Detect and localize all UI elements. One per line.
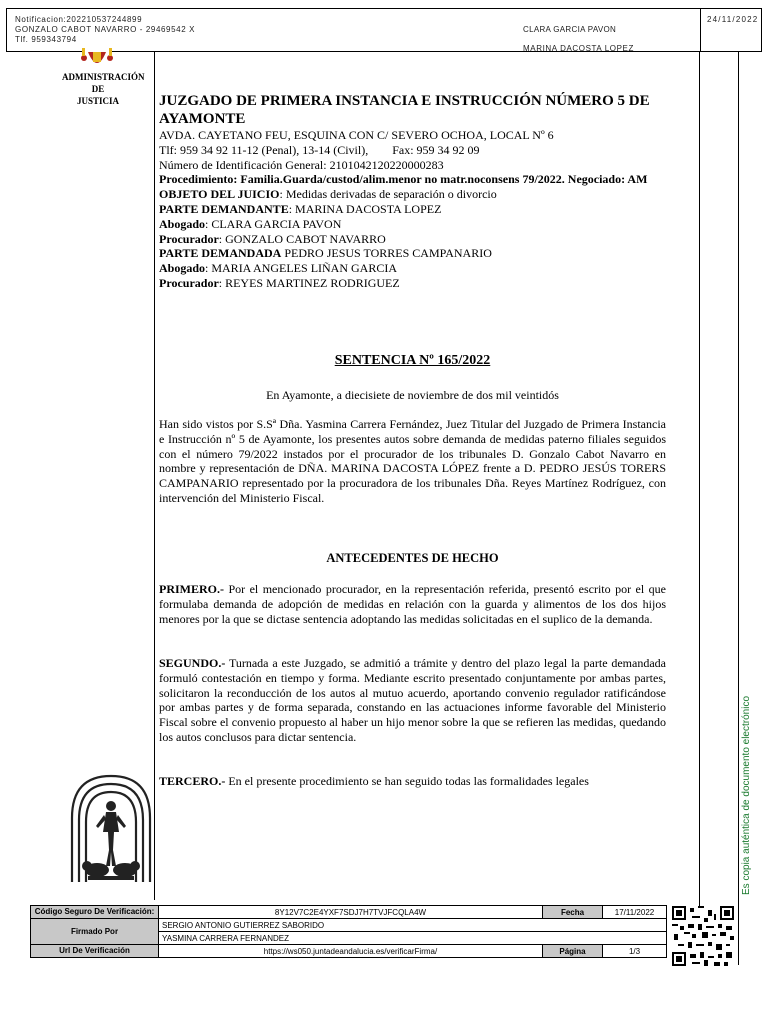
right-margin-line <box>699 52 700 965</box>
court-address: AVDA. CAYETANO FEU, ESQUINA CON C/ SEVERO OCHOA, LOCAL Nº 6 <box>159 128 554 142</box>
tercero-label: TERCERO.- <box>159 774 226 788</box>
demandada-label: PARTE DEMANDADA <box>159 246 282 261</box>
demandante-label: PARTE DEMANDANTE <box>159 201 289 216</box>
pagina-label: Página <box>543 945 603 958</box>
court-title: JUZGADO DE PRIMERA INSTANCIA E INSTRUCCIÓN NÚMERO 5 DE AYAMONTE <box>159 93 650 127</box>
copia-autentica-text: Es copia auténtica de documento electrónico <box>741 695 752 895</box>
segundo-text: Turnada a este Juzgado, se admitió a trámite y dentro del plazo legal la parte demandada formuló contestación en tiempo y forma. Mediante escrito presentado conjuntamente por ambas partes, solicitaron la reconducción de los autos al mutuo acuerdo, aportando convenio regulador ratificándose por ambas partes y de forma separada, constando en las actuaciones informe favorable del Ministerio Fiscal sobre el convenio propuesto al haber un hijo menor sobre la que se refieren las medidas, quedando los autos conclusos para dictar sentencia. <box>159 656 666 744</box>
abogado2-label: Abogado <box>159 261 206 276</box>
url-row <box>31 945 667 958</box>
junta-andalucia-seal-icon <box>66 770 156 888</box>
abogado-demandante <box>159 217 666 232</box>
emblem-line-3: JUSTICIA <box>76 96 119 106</box>
firmado-row-1 <box>31 919 667 932</box>
notification-lawyer: CLARA GARCIA PAVON <box>523 25 617 34</box>
place-date: En Ayamonte, a diecisiete de noviembre de dos mil veintidós <box>266 388 559 402</box>
procurador1-label: Procurador <box>159 231 219 246</box>
procurador-demandada <box>159 276 666 291</box>
parte-demandada <box>159 246 666 261</box>
intro-paragraph: Han sido vistos por S.Sª Dña. Yasmina Carrera Fernández, Juez Titular del Juzgado de Primera Instancia e Instrucción nº 5 de Ayamonte, los presentes autos sobre demanda de medidas paterno filiales seguidos con el número 79/2022 instados por el procurador de los tribunales D. Gonzalo Cabot Navarro en nombre y representación de DÑA. MARINA DACOSTA LÓPEZ frente a D. PEDRO JESÚS TORERS CAMPANARIO representado por la procuradora de los tribunales Dña. Reyes Martínez Rodríguez, con intervención del Ministerio Fiscal. <box>159 417 666 505</box>
segundo-paragraph <box>159 656 666 745</box>
tercero-paragraph <box>159 774 666 789</box>
url-label: Url De Verificación <box>31 945 159 958</box>
parte-demandante <box>159 202 666 217</box>
abogado2-value: : MARIA ANGELES LIÑAN GARCIA <box>205 261 398 276</box>
notification-party: MARINA DACOSTA LOPEZ <box>523 44 634 53</box>
procedimiento: Procedimiento: Familia.Guarda/custod/alim.menor no matr.noconsens 79/2022. Negociado: AM <box>159 172 648 187</box>
primero-paragraph <box>159 582 666 626</box>
notification-phone: Tlf. 959343794 <box>15 35 77 44</box>
emblem-line-2: DE <box>91 84 105 94</box>
objeto-label: OBJETO DEL JUICIO <box>159 187 280 202</box>
sentencia-title: SENTENCIA Nº 165/2022 <box>334 353 491 368</box>
procurador1-value: : GONZALO CABOT NAVARRO <box>218 231 386 246</box>
notification-recipient: GONZALO CABOT NAVARRO - 29469542 X <box>15 25 196 34</box>
firmante-2: YASMINA CARRERA FERNANDEZ <box>159 932 667 945</box>
demandante-value: : MARINA DACOSTA LOPEZ <box>288 201 442 216</box>
procurador2-value: : REYES MARTINEZ RODRIGUEZ <box>218 275 400 290</box>
nig-number: Número de Identificación General: 2101042120220000283 <box>159 157 444 172</box>
tercero-text: En el presente procedimiento se han seguido todas las formalidades legales <box>225 774 589 788</box>
abogado1-value: : CLARA GARCIA PAVON <box>205 216 342 231</box>
objeto-juicio <box>159 187 666 202</box>
procurador-demandante <box>159 232 666 247</box>
header-divider <box>700 9 701 51</box>
url-value[interactable]: https://ws050.juntadeandalucia.es/verificarFirma/ <box>159 945 543 958</box>
antecedentes-heading: ANTECEDENTES DE HECHO <box>326 551 499 565</box>
emblem-line-1: ADMINISTRACIÓN <box>62 72 145 82</box>
objeto-value: : Medidas derivadas de separación o divorcio <box>279 187 497 202</box>
fecha-label: Fecha <box>543 906 603 919</box>
notification-header <box>6 8 762 52</box>
qr-code-icon <box>672 906 734 966</box>
primero-label: PRIMERO.- <box>159 582 224 596</box>
codigo-value: 8Y12V7C2E4YXF7SDJ7H7TVJFCQLA4W <box>159 906 543 919</box>
procurador2-label: Procurador <box>159 275 219 290</box>
segundo-label: SEGUNDO.- <box>159 656 226 670</box>
coat-of-arms-icon <box>78 44 116 72</box>
codigo-row <box>31 906 667 919</box>
abogado1-label: Abogado <box>159 216 206 231</box>
notification-date: 24/11/2022 <box>707 15 759 24</box>
fecha-value: 17/11/2022 <box>603 906 667 919</box>
primero-text: Por el mencionado procurador, en la representación referida, presentó escrito por el que formulaba demanda de adopción de medidas en relación con la guarda y alimentos de los dos hijos menores por la que se dictase sentencia adoptando las medidas solicitadas en el suplico de la demanda. <box>159 582 666 626</box>
firmante-1: SERGIO ANTONIO GUTIERREZ SABORIDO <box>159 919 667 932</box>
outer-margin-line <box>738 52 739 965</box>
verification-table <box>30 905 667 958</box>
demandada-value: PEDRO JESUS TORRES CAMPANARIO <box>281 246 492 261</box>
firmado-label: Firmado Por <box>31 919 159 945</box>
pagina-value: 1/3 <box>603 945 667 958</box>
administracion-justicia-label <box>62 71 145 107</box>
codigo-label: Código Seguro De Verificación: <box>31 906 159 919</box>
court-phones: Tlf: 959 34 92 11-12 (Penal), 13-14 (Civil), Fax: 959 34 92 09 <box>159 142 480 157</box>
abogado-demandada <box>159 261 666 276</box>
notification-number: Notificacion:202210537244899 <box>15 15 143 24</box>
court-header <box>159 92 666 291</box>
